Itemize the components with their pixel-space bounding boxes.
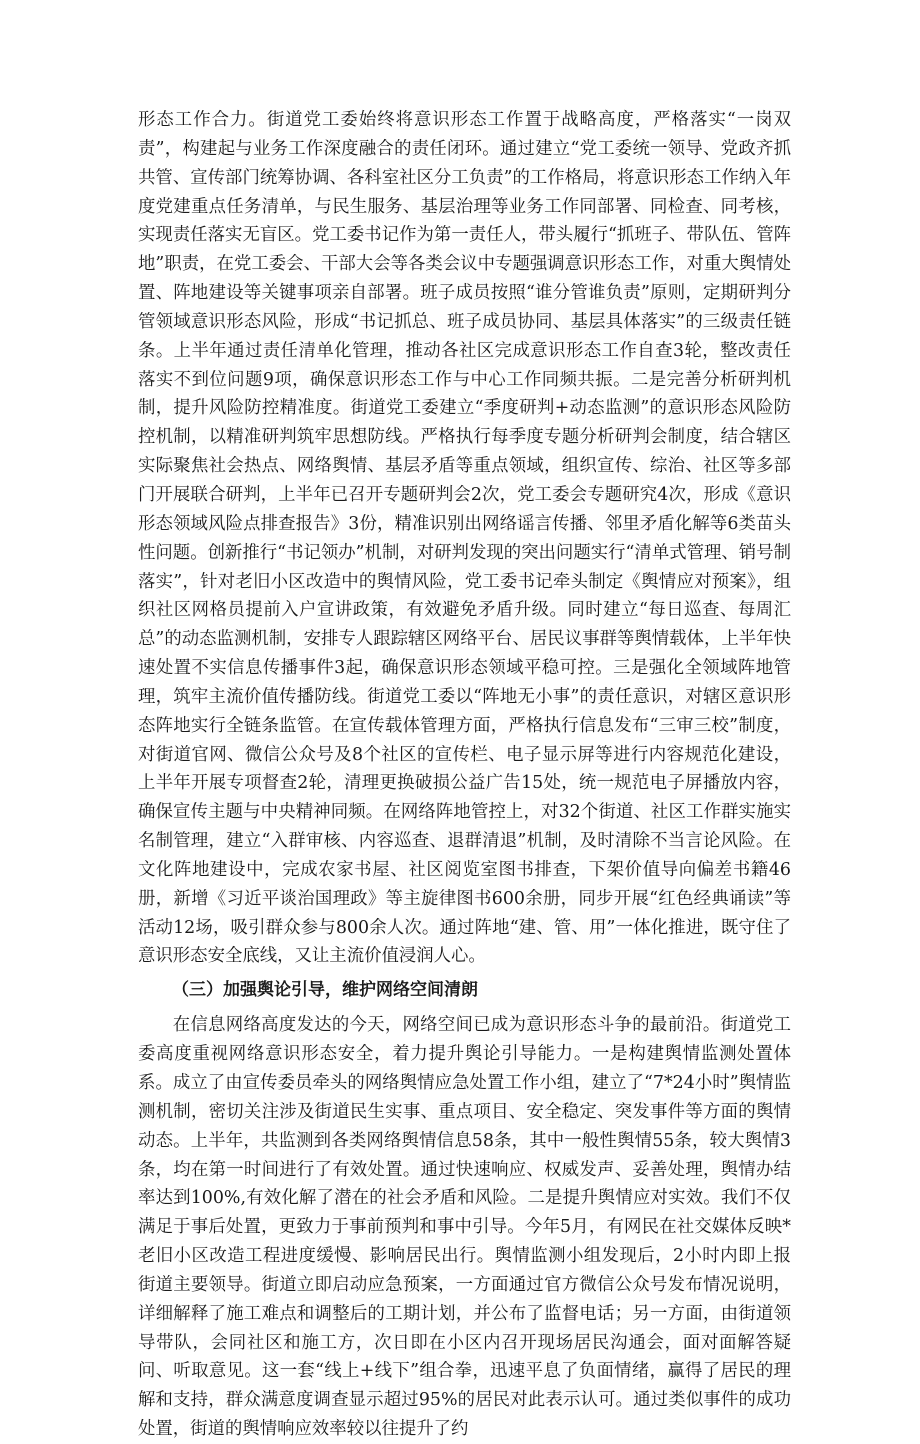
document-page xyxy=(138,106,791,1444)
body-paragraph: 在信息网络高度发达的今天，网络空间已成为意识形态斗争的最前沿。街道党工委高度重视网络意识形态安全，着力提升舆论引导能力。一是构建舆情监测处置体系。成立了由宣传委员牵头的网络舆情应急处置工作小组，建立了“7*24小时”舆情监测机制，密切关注涉及街道民生实事、重点项目、安全稳定、突发事件等方面的舆情动态。上半年，共监测到各类网络舆情信息58条，其中一般性舆情55条，较大舆情3条，均在第一时间进行了有效处置。通过快速响应、权威发声、妥善处理，舆情办结率达到100%,有效化解了潜在的社会矛盾和风险。二是提升舆情应对实效。我们不仅满足于事后处置，更致力于事前预判和事中引导。今年5月，有网民在社交媒体反映*老旧小区改造工程进度缓慢、影响居民出行。舆情监测小组发现后，2小时内即上报街道主要领导。街道立即启动应急预案，一方面通过官方微信公众号发布情况说明，详细解释了施工难点和调整后的工期计划，并公布了监督电话；另一方面，由街道领导带队，会同社区和施工方，次日即在小区内召开现场居民沟通会，面对面解答疑问、听取意见。这一套“线上+线下”组合拳，迅速平息了负面情绪，赢得了居民的理解和支持，群众满意度调查显示超过95%的居民对此表示认可。通过类似事件的成功处置，街道的舆情响应效率较以往提升了约 xyxy=(138,1015,791,1440)
body-paragraph-continued: 形态工作合力。街道党工委始终将意识形态工作置于战略高度，严格落实“一岗双责”，构建起与业务工作深度融合的责任闭环。通过建立“党工委统一领导、党政齐抓共管、宣传部门统筹协调、各科室社区分工负责”的工作格局，将意识形态工作纳入年度党建重点任务清单，与民生服务、基层治理等业务工作同部署、同检查、同考核，实现责任落实无盲区。党工委书记作为第一责任人，带头履行“抓班子、带队伍、管阵地”职责，在党工委会、干部大会等各类会议中专题强调意识形态工作，对重大舆情处置、阵地建设等关键事项亲自部署。班子成员按照“谁分管谁负责”原则，定期研判分管领域意识形态风险，形成“书记抓总、班子成员协同、基层具体落实”的三级责任链条。上半年通过责任清单化管理，推动各社区完成意识形态工作自查3轮，整改责任落实不到位问题9项，确保意识形态工作与中心工作同频共振。二是完善分析研判机制，提升风险防控精准度。街道党工委建立“季度研判+动态监测”的意识形态风险防控机制，以精准研判筑牢思想防线。严格执行每季度专题分析研判会制度，结合辖区实际聚焦社会热点、网络舆情、基层矛盾等重点领域，组织宣传、综治、社区等多部门开展联合研判，上半年已召开专题研判会2次，党工委会专题研究4次，形成《意识形态领域风险点排查报告》3份，精准识别出网络谣言传播、邻里矛盾化解等6类苗头性问题。创新推行“书记领办”机制，对研判发现的突出问题实行“清单式管理、销号制落实”，针对老旧小区改造中的舆情风险，党工委书记牵头制定《舆情应对预案》，组织社区网格员提前入户宣讲政策，有效避免矛盾升级。同时建立“每日巡查、每周汇总”的动态监测机制，安排专人跟踪辖区网络平台、居民议事群等舆情载体，上半年快速处置不实信息传播事件3起，确保意识形态领域平稳可控。三是强化全领域阵地管理，筑牢主流价值传播防线。街道党工委以“阵地无小事”的责任意识，对辖区意识形态阵地实行全链条监管。在宣传载体管理方面，严格执行信息发布“三审三校”制度，对街道官网、微信公众号及8个社区的宣传栏、电子显示屏等进行内容规范化建设，上半年开展专项督查2轮，清理更换破损公益广告15处，统一规范电子屏播放内容，确保宣传主题与中央精神同频。在网络阵地管控上，对32个街道、社区工作群实施实名制管理，建立“入群审核、内容巡查、退群清退”机制，及时清除不当言论风险。在文化阵地建设中，完成农家书屋、社区阅览室图书排查，下架价值导向偏差书籍46册，新增《习近平谈治国理政》等主旋律图书600余册，同步开展“红色经典诵读”等活动12场，吸引群众参与800余人次。通过阵地“建、管、用”一体化推进，既守住了意识形态安全底线，又让主流价值浸润人心。 xyxy=(138,110,791,967)
section-heading: （三）加强舆论引导，维护网络空间清朗 xyxy=(172,980,478,1001)
